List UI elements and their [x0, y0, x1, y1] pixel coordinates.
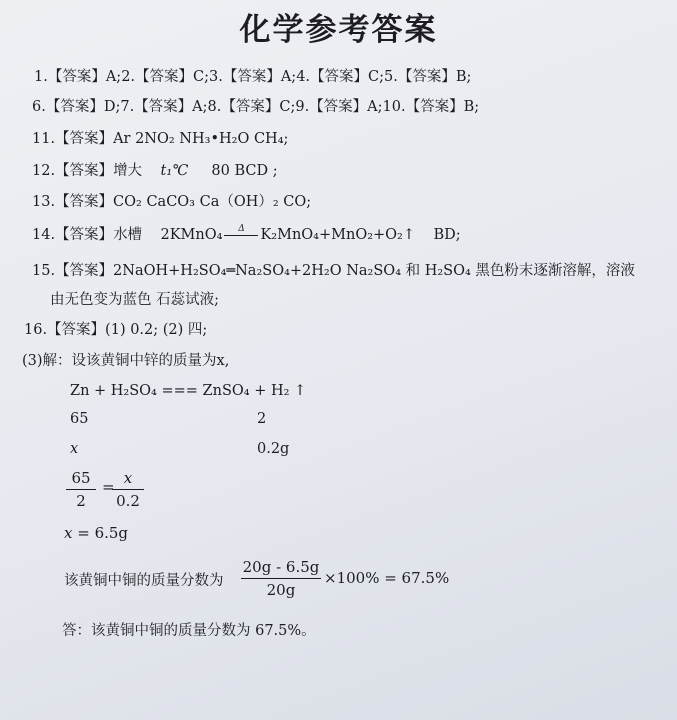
ratio-left-numerator: 65	[71, 469, 91, 487]
q14-word: 水槽	[113, 227, 143, 243]
mass-fraction-label: 该黄铜中铜的质量分数为	[64, 573, 224, 589]
answer-line-1-5: 1.【答案】A;2.【答案】C;3.【答案】A;4.【答案】C;5.【答案】B;	[34, 69, 472, 85]
zn-unknown: x	[70, 441, 79, 457]
answer-line-11	[32, 129, 288, 149]
q12-temperature: t₁℃	[160, 163, 189, 179]
q11-prefix: 11.【答案】	[32, 131, 114, 147]
x-result	[64, 524, 128, 542]
q12-prefix: 12.【答案】	[32, 163, 114, 179]
mass-fraction-result: ×100% = 67.5%	[324, 569, 450, 587]
answer-line-6-10: 6.【答案】D;7.【答案】A;8.【答案】C;9.【答案】A;10.【答案】B;	[32, 99, 480, 115]
fraction-bar	[66, 489, 96, 490]
solution-intro: (3)解：设该黄铜中锌的质量为x,	[22, 353, 230, 369]
q14-reactant: 2KMnO₄	[160, 227, 223, 243]
mass-denominator: 20g	[266, 581, 296, 599]
ratio-left-denominator: 2	[76, 492, 86, 510]
ratio-right-denominator: 0.2	[116, 492, 140, 510]
chemical-equation: Zn + H₂SO₄ === ZnSO₄ + H₂ ↑	[70, 383, 307, 399]
answer-line-13: 13.【答案】CO₂ CaCO₃ Ca（OH）₂ CO;	[32, 194, 312, 210]
heat-condition: Δ	[238, 224, 245, 234]
reaction-line	[224, 235, 258, 236]
fraction-bar	[241, 578, 321, 579]
x-result-value: = 6.5g	[72, 524, 129, 542]
answer-line-15: 15.【答案】2NaOH+H₂SO₄═Na₂SO₄+2H₂O Na₂SO₄ 和 H₂SO₄ 黑色粉末逐渐溶解，溶液	[32, 263, 635, 279]
q14-answer: BD;	[433, 227, 461, 243]
ratio-left-fraction	[66, 468, 96, 511]
q12-word: 增大	[113, 163, 143, 179]
q14-prefix: 14.【答案】	[32, 227, 114, 243]
q11-body: Ar 2NO₂ NH₃•H₂O CH₄;	[113, 131, 289, 147]
q12-rest: 80 BCD ;	[211, 163, 278, 179]
q14-products: K₂MnO₄+MnO₂+O₂↑	[260, 227, 416, 243]
mass-numerator: 20g - 6.5g	[242, 558, 320, 576]
equals-sign: =	[102, 478, 115, 496]
x-result-variable: x	[64, 524, 73, 542]
h2-molar-mass: 2	[257, 411, 267, 427]
fraction-bar	[112, 489, 144, 490]
mass-fraction	[241, 557, 321, 600]
page-title: 化学参考答案	[239, 12, 438, 48]
final-answer: 答：该黄铜中铜的质量分数为 67.5%。	[62, 623, 316, 639]
ratio-right-fraction	[112, 468, 144, 511]
answer-line-15-cont: 由无色变为蓝色 石蕊试液;	[50, 292, 219, 308]
h2-mass: 0.2g	[257, 441, 290, 457]
zn-molar-mass: 65	[70, 411, 89, 427]
ratio-right-numerator: x	[123, 469, 133, 487]
answer-line-16: 16.【答案】(1) 0.2; (2) 四;	[24, 322, 208, 338]
answer-line-12	[32, 161, 278, 181]
answer-line-14	[32, 225, 461, 245]
reaction-arrow	[222, 224, 260, 242]
